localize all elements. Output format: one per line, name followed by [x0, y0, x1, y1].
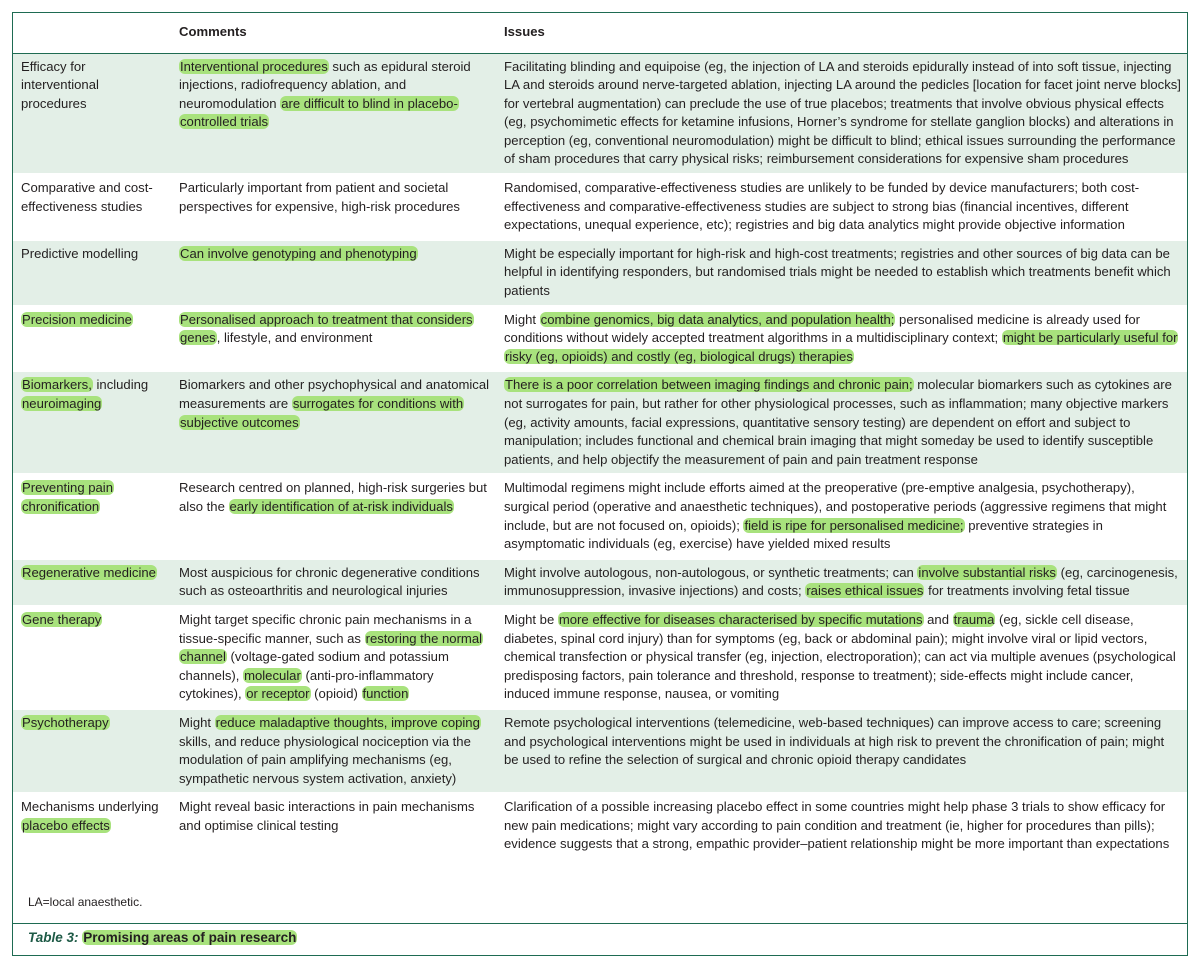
table-row — [13, 53, 1187, 174]
table-row — [13, 793, 1187, 859]
highlighted-text: raises ethical issues — [806, 583, 924, 599]
table-row — [13, 240, 1187, 306]
cell-text: Predictive modelling — [21, 245, 139, 261]
row-area — [13, 371, 171, 474]
cell-text: preventive strategies in asymptomatic individuals (eg, exercise) have yielded mixed results — [504, 517, 1103, 552]
row-area — [13, 559, 171, 606]
cell-text: such as epidural steroid injections, radiofrequency ablation, and neuromodulation — [179, 58, 471, 111]
row-area — [13, 709, 171, 793]
cell-text: Biomarkers and other psychophysical and anatomical measurements are — [179, 377, 490, 411]
cell-text: Might be — [504, 611, 558, 627]
cell-text: Might reveal basic interactions in pain mechanisms and optimise clinical testing — [179, 799, 475, 833]
row-area — [13, 606, 171, 709]
cell-text: , lifestyle, and environment — [216, 330, 373, 346]
row-issues — [496, 709, 1187, 793]
row-issues — [496, 371, 1187, 474]
row-comments — [171, 240, 496, 306]
cell-text: Might — [179, 714, 215, 730]
cell-text: Mechanisms underlying — [21, 799, 159, 815]
cell-text: (eg, sickle cell disease, diabetes, spinal cord injury) than for symptoms (eg, back or abdominal pain); might involve viral or lipid vectors, chemical transfection or physical transfer (eg, injection, electroporation); can act via multiple avenues (psychological predisposing factors, pain tolerance and threshold, response to treatment); side-effects might include cancer, induced immune response, nausea, or vomiting — [504, 611, 1176, 702]
row-issues — [496, 474, 1187, 558]
caption-title: Promising areas of pain research — [83, 930, 297, 945]
table-body — [13, 53, 1187, 859]
cell-text: (opioid) — [310, 686, 362, 702]
table-footnote: LA=local anaesthetic. — [28, 895, 143, 909]
row-issues — [496, 559, 1187, 606]
highlighted-text: Personalised approach to treatment that considers genes — [180, 311, 473, 346]
highlighted-text: Interventional procedures — [180, 58, 328, 74]
cell-text: Randomised, comparative-effectiveness studies are unlikely to be funded by device manufacturers; both cost-effectiveness and comparative-effectiveness studies are subject to strong bias (financial incentives, different expectations, unequal experience, etc); registries and big data analytics might provide objective information — [504, 180, 1140, 233]
highlighted-text: molecular — [244, 667, 301, 683]
highlighted-text: might be particularly useful for risky (eg, opioids) and costly (eg, biological drugs) therapies — [505, 330, 1178, 364]
row-area — [13, 53, 171, 174]
highlighted-text: surrogates for conditions with subjective outcomes — [180, 396, 464, 430]
highlighted-text: neuroimaging — [22, 396, 102, 411]
row-comments — [171, 306, 496, 372]
row-area — [13, 306, 171, 372]
highlighted-text: restoring the normal channel — [180, 630, 483, 665]
cell-text: molecular biomarkers such as cytokines are not surrogates for pain, but rather for other physiological processes, such as inflammation; many objective markers (eg, activity amounts, facial expressions, quantitative sensory testing) are dependent on effort and subject to manipulation; includes functional and chemical brain imaging that might someday be used to identify susceptible patients, and help objectify the measurement of pain and pain treatment response — [504, 377, 1172, 467]
highlighted-text: Gene therapy — [22, 611, 102, 627]
cell-text: Most auspicious for chronic degenerative conditions such as osteoarthritis and neurological injuries — [179, 564, 480, 599]
highlighted-text: more effective for diseases characterised by specific mutations — [558, 611, 923, 627]
table-row — [13, 559, 1187, 606]
cell-text: Clarification of a possible increasing placebo effect in some countries might help phase 3 trials to show efficacy for new pain medications; might vary according to pain condition and treatment (ie, higher for procedures than pills); evidence suggests that a strong, empathic provider–patient relationship might be more important than expectations — [504, 799, 1170, 852]
row-area — [13, 793, 171, 859]
table-header-row — [13, 13, 1187, 53]
row-area — [13, 240, 171, 306]
row-comments — [171, 793, 496, 859]
header-area — [13, 13, 171, 53]
row-issues — [496, 53, 1187, 174]
table-caption — [28, 929, 297, 947]
highlighted-text: placebo effects — [22, 817, 110, 833]
cell-text: Efficacy for interventional procedures — [21, 58, 99, 111]
highlighted-text: are difficult to blind in placebo-controlled trials — [180, 95, 458, 130]
cell-text: Might target specific chronic pain mechanisms in a tissue-specific manner, such as — [179, 611, 472, 646]
cell-text: Particularly important from patient and societal perspectives for expensive, high-risk procedures — [179, 180, 460, 214]
pain-research-table — [13, 13, 1187, 860]
cell-text: Might — [504, 311, 540, 327]
cell-text: Comparative and cost-effectiveness studies — [21, 180, 153, 214]
table-row — [13, 606, 1187, 709]
table-row — [13, 174, 1187, 240]
table-row — [13, 709, 1187, 793]
highlighted-text: early identification of at-risk individuals — [229, 498, 453, 514]
caption-divider — [13, 923, 1187, 924]
row-issues — [496, 793, 1187, 859]
highlighted-text: combine genomics, big data analytics, and population health; — [540, 311, 895, 327]
header-issues: Issues — [496, 13, 1187, 53]
cell-text: Facilitating blinding and equipoise (eg, the injection of LA and steroids epidurally instead of into soft tissue, injecting LA and steroids around nerve-targeted ablation, injecting LA around the pedicles [location for facet joint nerve blocks] for vertebral augmentation) can preclude the use of true placebos; treatments that involve obvious physical effects (eg, psychomimetic effects for ketamine infusions, Horner’s syndrome for stellate ganglion blocks) and alterations in perception (eg, conventional neuromodulation) might be difficult to blind; ethical issues surrounding the performance of sham procedures that carry physical risks; reimbursement considerations for expensive sham procedures — [504, 58, 1181, 167]
table-row — [13, 371, 1187, 474]
cell-text: personalised medicine is already used for conditions without widely accepted treatment algorithms in a multidisciplinary context; — [504, 311, 1140, 346]
highlighted-text: Regenerative medicine — [22, 564, 156, 580]
caption-label: Table 3: — [28, 930, 79, 945]
table-row — [13, 306, 1187, 372]
cell-text: skills, and reduce physiological nociception via the modulation of pain amplifying mechanisms (eg, sympathetic nervous system activation, anxiety) — [179, 733, 471, 786]
cell-text: Remote psychological interventions (telemedicine, web-based techniques) can improve access to care; screening and psychological interventions might be used in individuals at high risk to prevent the chronification of pain; might be used to refine the selection of surgical and chronic opioid therapy candidates — [504, 714, 1165, 768]
row-comments — [171, 709, 496, 793]
cell-text: and — [923, 611, 953, 627]
cell-text: including — [92, 377, 149, 393]
cell-text: (eg, carcinogenesis, immunosuppression, invasive injections) and costs; — [504, 564, 1178, 599]
highlighted-text: Preventing pain chronification — [22, 480, 113, 514]
row-issues — [496, 174, 1187, 240]
highlighted-text: field is ripe for personalised medicine; — [744, 517, 964, 533]
highlighted-text: Can involve genotyping and phenotyping — [180, 245, 417, 261]
row-issues — [496, 606, 1187, 709]
table-row — [13, 474, 1187, 558]
cell-text: Might be especially important for high-risk and high-cost treatments; registries and other sources of big data can be helpful in identifying responders, but randomised trials might be needed to establish which treatments benefit which patients — [504, 245, 1171, 299]
row-issues — [496, 306, 1187, 372]
row-area — [13, 174, 171, 240]
cell-text: Research centred on planned, high-risk surgeries but also the — [179, 480, 487, 514]
highlighted-text: function — [362, 686, 409, 702]
header-comments: Comments — [171, 13, 496, 53]
cell-text: for treatments involving fetal tissue — [924, 583, 1130, 599]
highlighted-text: involve substantial risks — [918, 564, 1056, 580]
row-comments — [171, 174, 496, 240]
row-comments — [171, 474, 496, 558]
cell-text: (anti-pro-inflammatory cytokines), — [179, 667, 434, 702]
row-area — [13, 474, 171, 558]
cell-text: (voltage-gated sodium and potassium channels), — [179, 649, 449, 683]
row-comments — [171, 371, 496, 474]
highlighted-text: Precision medicine — [22, 311, 132, 327]
row-comments — [171, 559, 496, 606]
row-comments — [171, 53, 496, 174]
row-comments — [171, 606, 496, 709]
row-issues — [496, 240, 1187, 306]
cell-text: Multimodal regimens might include efforts aimed at the preoperative (pre-emptive analgesia, psychotherapy), surgical period (operative and anaesthetic techniques), and postoperative periods (aggressive regimens that might include, but are not focused on, opioids); — [504, 480, 1167, 533]
highlighted-text: trauma — [953, 611, 995, 627]
highlighted-text: Biomarkers, — [22, 377, 92, 393]
highlighted-text: reduce maladaptive thoughts, improve coping — [215, 714, 480, 730]
cell-text: Might involve autologous, non-autologous, or synthetic treatments; can — [504, 564, 918, 580]
highlighted-text: or receptor — [246, 686, 310, 702]
highlighted-text: Psychotherapy — [22, 714, 109, 730]
highlighted-text: There is a poor correlation between imaging findings and chronic pain; — [505, 377, 913, 393]
